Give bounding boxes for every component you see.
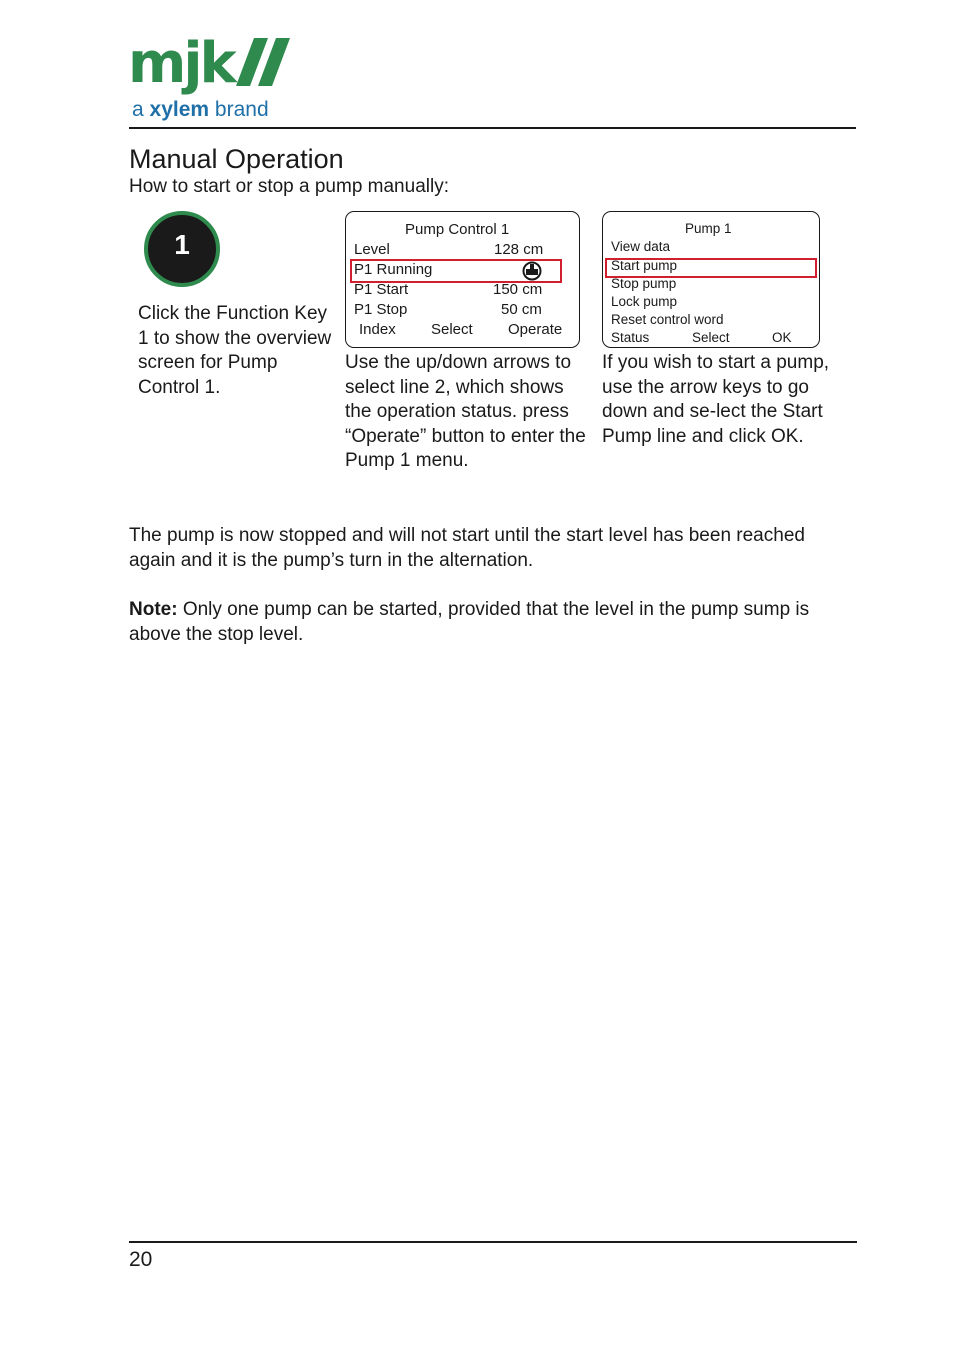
screen2-menu-item: Reset control word xyxy=(611,312,724,327)
screen1-row-label: P1 Stop xyxy=(354,301,408,318)
pump-menu-screen xyxy=(602,211,820,348)
mjk-logo xyxy=(128,31,298,126)
screen2-title: Pump 1 xyxy=(685,221,732,236)
screen1-row-label: P1 Running xyxy=(354,261,433,278)
step2-text: Use the up/down arrows to select line 2, which shows the operation status. press “Operate” button to enter the Pump 1 menu. xyxy=(345,352,586,472)
screen2-softkey-ok: OK xyxy=(772,330,792,345)
pump-running-icon xyxy=(522,261,542,281)
footer-rule xyxy=(129,1241,857,1243)
note-label: Note: xyxy=(129,599,178,620)
page-number: 20 xyxy=(129,1248,153,1271)
note-paragraph xyxy=(129,598,829,647)
screen1-softkey-operate: Operate xyxy=(508,321,563,338)
screen1-softkey-index: Index xyxy=(359,321,396,338)
logo-wordmark: mjk xyxy=(128,31,234,96)
step1-text: Click the Function Key 1 to show the overview screen for Pump Control 1. xyxy=(138,303,332,398)
screen1-row-value: 50 cm xyxy=(501,301,542,318)
function-key-1-icon xyxy=(144,211,220,287)
screen1-softkey-select: Select xyxy=(431,321,473,338)
function-key-label: 1 xyxy=(174,229,190,260)
screen2-softkey-select: Select xyxy=(692,330,730,345)
logo-tagline-prefix: a xyxy=(132,98,144,121)
screen1-row-label: Level xyxy=(354,241,390,258)
header-rule xyxy=(129,127,856,129)
page-subtitle: How to start or stop a pump manually: xyxy=(129,176,449,197)
screen1-row-value: 128 cm xyxy=(494,241,544,258)
logo-slashes-icon xyxy=(236,38,292,88)
step3-text: If you wish to start a pump, use the arrow keys to go down and se-lect the Start Pump line and click OK. xyxy=(602,352,830,447)
page-title: Manual Operation xyxy=(129,144,344,174)
logo-tagline-suffix: brand xyxy=(214,98,269,121)
screen1-row-value: 150 cm xyxy=(493,281,543,298)
screen2-menu-item: Start pump xyxy=(611,258,678,273)
screen2-menu-item: View data xyxy=(611,239,671,254)
screen2-softkey-status: Status xyxy=(611,330,650,345)
note-text: Only one pump can be started, provided that the level in the pump sump is above the stop level. xyxy=(129,599,810,645)
screen1-title: Pump Control 1 xyxy=(405,221,510,238)
pump-control-screen xyxy=(345,211,580,348)
body-paragraph: The pump is now stopped and will not start until the start level has been reached again and it is the pump’s turn in the alternation. xyxy=(129,525,805,571)
logo-tagline xyxy=(132,98,269,122)
logo-tagline-brand: xylem xyxy=(149,98,210,121)
screen1-row-label: P1 Start xyxy=(354,281,409,298)
screen2-menu-item: Stop pump xyxy=(611,276,677,291)
screen2-menu-item: Lock pump xyxy=(611,294,678,309)
